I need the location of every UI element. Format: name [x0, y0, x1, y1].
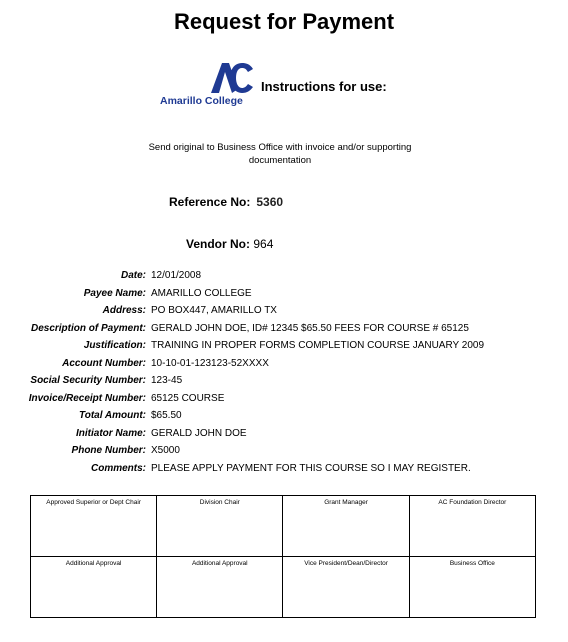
field-label: Justification:: [83, 340, 146, 351]
field-phone-number: [0, 445, 484, 463]
field-payee-name: [0, 288, 484, 306]
approval-cell[interactable]: Approved Superior or Dept Chair: [31, 496, 157, 557]
approval-cell[interactable]: Business Office: [409, 557, 535, 618]
payment-fields: [0, 270, 484, 480]
field-label: Social Security Number:: [30, 375, 146, 386]
approval-row: [31, 496, 536, 557]
field-date: [0, 270, 484, 288]
field-value: PO BOX447, AMARILLO TX: [151, 305, 277, 316]
vendor-value: 964: [253, 237, 274, 251]
field-label: Payee Name:: [83, 287, 146, 299]
approval-cell[interactable]: Vice President/Dean/Director: [283, 557, 409, 618]
field-value: 10-10-01-123123-52XXXX: [151, 357, 269, 369]
field-value: 123-45: [151, 375, 183, 386]
field-value: 12/01/2008: [151, 270, 202, 281]
field-label: Phone Number:: [71, 445, 146, 456]
field-total-amount: [0, 410, 484, 428]
field-value: $65.50: [151, 410, 182, 421]
field-description: [0, 323, 484, 341]
field-label: Initiator Name:: [75, 427, 146, 439]
field-label: Account Number:: [62, 357, 146, 369]
approval-cell[interactable]: Division Chair: [157, 496, 283, 557]
field-value: 65125 COURSE: [151, 392, 225, 404]
field-value: X5000: [151, 445, 180, 456]
reference-label: Reference No:: [169, 195, 251, 209]
field-account-number: [0, 358, 484, 376]
reference-value: 5360: [256, 195, 284, 209]
field-label: Date:: [120, 270, 146, 281]
field-value: GERALD JOHN DOE, ID# 12345 $65.50 FEES FOR COURSE # 65125: [151, 322, 469, 334]
reference-number: [169, 195, 283, 209]
ac-monogram-icon: [210, 62, 254, 94]
approval-cell[interactable]: AC Foundation Director: [409, 496, 535, 557]
field-value: TRAINING IN PROPER FORMS COMPLETION COURSE JANUARY 2009: [151, 340, 485, 351]
field-label: Comments:: [90, 462, 146, 474]
field-value: GERALD JOHN DOE: [151, 427, 247, 439]
field-value: PLEASE APPLY PAYMENT FOR THIS COURSE SO I MAY REGISTER.: [151, 462, 471, 474]
amarillo-college-logo: [160, 62, 254, 110]
field-invoice-number: [0, 393, 484, 411]
approval-cell[interactable]: Additional Approval: [157, 557, 283, 618]
vendor-number: [186, 237, 273, 251]
field-justification: [0, 340, 484, 358]
field-value: AMARILLO COLLEGE: [151, 287, 252, 299]
field-label: Address:: [102, 305, 146, 316]
approval-cell[interactable]: Additional Approval: [31, 557, 157, 618]
vendor-label: Vendor No:: [186, 237, 251, 251]
field-label: Description of Payment:: [30, 322, 146, 334]
approval-row: [31, 557, 536, 618]
field-initiator-name: [0, 428, 484, 446]
send-instructions: Send original to Business Office with invoice and/or supporting documentation: [148, 142, 412, 166]
field-comments: [0, 463, 484, 481]
field-label: Total Amount:: [78, 410, 146, 421]
field-address: [0, 305, 484, 323]
logo-text: Amarillo College: [160, 95, 243, 107]
field-label: Invoice/Receipt Number:: [28, 392, 146, 404]
field-ssn: [0, 375, 484, 393]
instructions-heading: Instructions for use:: [261, 79, 387, 94]
approval-signature-table: [30, 495, 536, 618]
approval-cell[interactable]: Grant Manager: [283, 496, 409, 557]
page-title: Request for Payment: [173, 9, 395, 34]
